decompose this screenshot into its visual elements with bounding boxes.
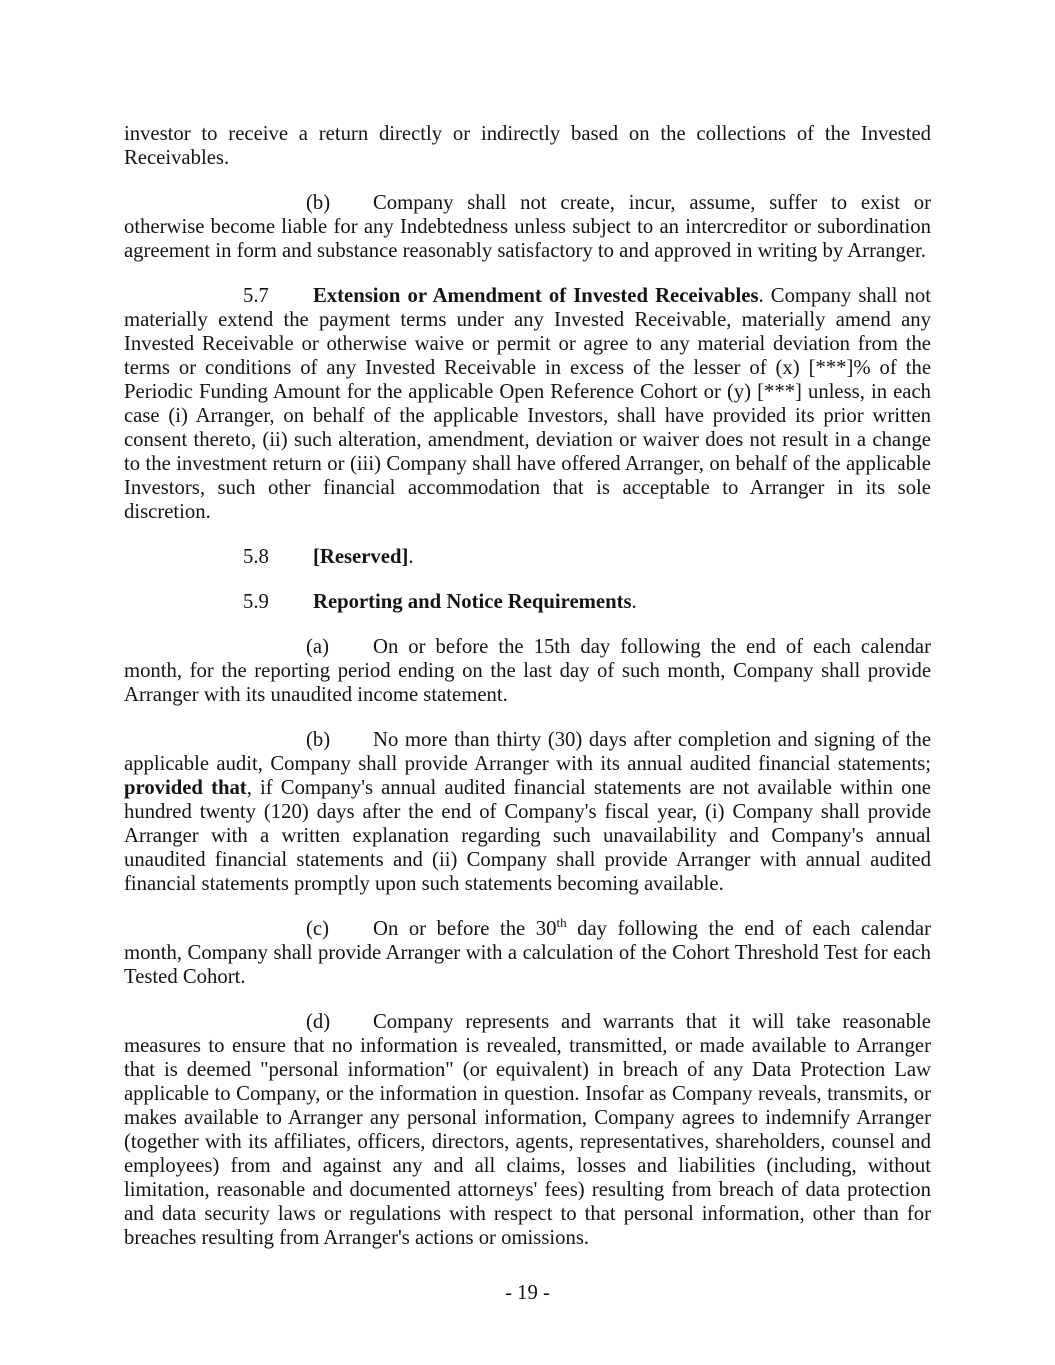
text-run: On or before the 15th day following the end of each calendar month, for the reporting period ending on the last day of such month, Company shall provide Arranger with its unaudited income statement.: [124, 636, 931, 706]
section-title: Extension or Amendment of Invested Receivables: [313, 285, 759, 307]
section-number: 5.8: [243, 546, 269, 568]
text-run: No more than thirty (30) days after completion and signing of the applicable audit, Company shall provide Arranger with its annual audited financial statements;: [124, 729, 931, 775]
text-run: .: [631, 591, 637, 613]
text-run: Company represents and warrants that it will take reasonable measures to ensure that no information is revealed, transmitted, or made available to Arranger that is deemed "personal information" (or equivalent) in breach of any Data Protection Law applicable to Company, or the information in question. Insofar as Company reveals, transmits, or makes available to Arranger any personal information, Company agrees to indemnify Arranger (together with its affiliates, officers, directors, agents, representatives, shareholders, counsel and employees) from and against any and all claims, losses and liabilities (including, without limitation, reasonable and documented attorneys' fees) resulting from breach of data protection and data security laws or regulations with respect to that personal information, other than for breaches resulting from Arranger's actions or omissions.: [124, 1011, 931, 1249]
document-body: [124, 122, 931, 1250]
paragraph-5-9-a: [124, 635, 931, 707]
text-run: .: [408, 546, 414, 568]
section-title: Reporting and Notice Requirements: [313, 591, 632, 613]
text-run: , if Company's annual audited financial statements are not available within one hundred twenty (120) days after the end of Company's fiscal year, (i) Company shall provide Arranger with a written explanation regarding such unavailability and Company's annual unaudited financial statements and (ii) Company shall provide Arranger with annual audited financial statements promptly upon such statements becoming available.: [124, 777, 931, 895]
section-number: 5.9: [243, 591, 269, 613]
text-run: Company shall not create, incur, assume, suffer to exist or otherwise become liable for any Indebtedness unless subject to an intercreditor or subordination agreement in form and substance reasonably satisfactory to and approved in writing by Arranger.: [124, 192, 931, 262]
paragraph-5-9-b: [124, 728, 931, 896]
section-number: 5.7: [243, 285, 269, 307]
paragraph-continuation: [124, 122, 931, 170]
ordinal-superscript: th: [556, 915, 567, 931]
list-marker: (d): [306, 1011, 331, 1033]
text-run: On or before the 30: [373, 918, 557, 940]
paragraph-5-9-d: [124, 1010, 931, 1250]
paragraph-5-9-c: [124, 917, 931, 989]
section-title: [Reserved]: [313, 546, 409, 568]
list-marker: (c): [306, 918, 329, 940]
paragraph-b-indebtedness: [124, 191, 931, 263]
section-heading-5-9: [124, 590, 931, 614]
page-number: - 19 -: [505, 1282, 550, 1304]
section-heading-5-7: [124, 284, 931, 524]
list-marker: (a): [306, 636, 329, 658]
list-marker: (b): [306, 729, 331, 751]
section-heading-5-8: [124, 545, 931, 569]
text-run: day following the end of each calendar month, Company shall provide Arranger with a calculation of the Cohort Threshold Test for each Tested Cohort.: [124, 918, 931, 988]
text-run: investor to receive a return directly or indirectly based on the collections of the Invested Receivables.: [124, 123, 931, 169]
text-run-bold: provided that: [124, 777, 247, 799]
text-run: . Company shall not materially extend the payment terms under any Invested Receivable, materially amend any Invested Receivable or otherwise waive or permit or agree to any material deviation from the terms or conditions of any Invested Receivable in excess of the lesser of (x) [***]% of the Periodic Funding Amount for the applicable Open Reference Cohort or (y) [***] unless, in each case (i) Arranger, on behalf of the applicable Investors, shall have provided its prior written consent thereto, (ii) such alteration, amendment, deviation or waiver does not result in a change to the investment return or (iii) Company shall have offered Arranger, on behalf of the applicable Investors, such other financial accommodation that is acceptable to Arranger in its sole discretion.: [124, 285, 931, 523]
list-marker: (b): [306, 192, 331, 214]
